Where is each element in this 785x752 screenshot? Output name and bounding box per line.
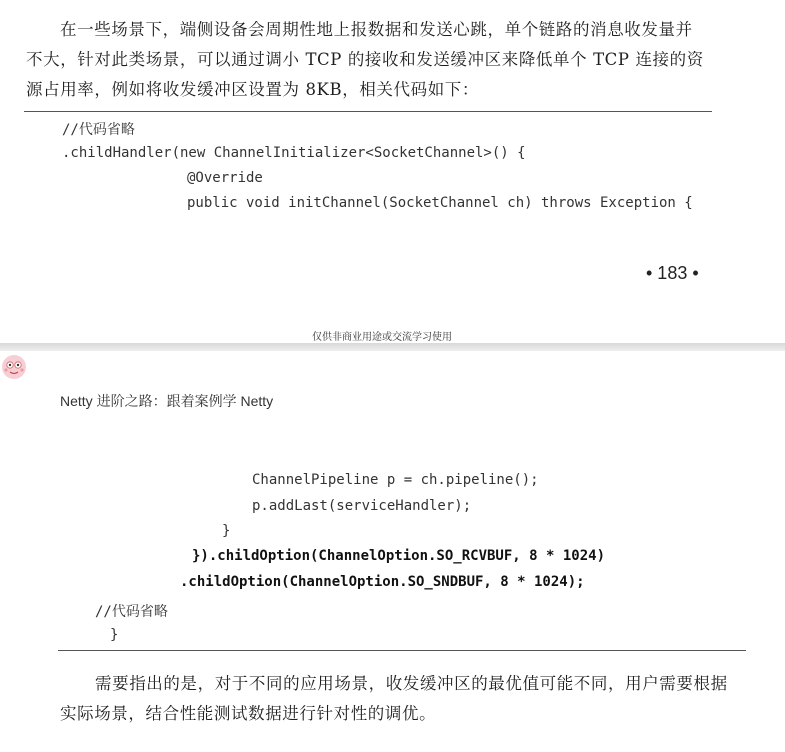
code-bottom-rule — [58, 650, 746, 651]
code-line-sndbuf: .childOption(ChannelOption.SO_SNDBUF, 8 * 1024); — [180, 574, 585, 590]
page-separator — [0, 343, 785, 351]
code-line-add-last: p.addLast(serviceHandler); — [252, 498, 472, 514]
code-line-pipeline: ChannelPipeline p = ch.pipeline(); — [252, 472, 539, 488]
watermark-text: 仅供非商业用途或交流学习使用 — [312, 332, 452, 343]
paragraph-line-2: 实际场景，结合性能测试数据进行针对性的调优。 — [60, 704, 437, 723]
code-line-rcvbuf: }).childOption(ChannelOption.SO_RCVBUF, 8 * 1024) — [192, 548, 606, 564]
page-number: • 183 • — [646, 263, 699, 283]
code-line-child-handler: .childHandler(new ChannelInitializer<SocketChannel>() { — [62, 145, 526, 161]
paragraph-line-1: 在一些场景下，端侧设备会周期性地上报数据和发送心跳，单个链路的消息收发量并 — [60, 20, 693, 39]
code-line-close-brace: } — [110, 627, 119, 643]
cartoon-face-icon — [0, 350, 32, 382]
code-top-rule — [24, 111, 712, 112]
code-line-close-method: } — [222, 523, 231, 539]
code-line-comment: //代码省略 — [95, 604, 168, 620]
code-line-init-channel: public void initChannel(SocketChannel ch) throws Exception { — [187, 195, 693, 211]
code-line-override: @Override — [187, 170, 263, 186]
code-line-comment: //代码省略 — [62, 122, 135, 138]
paragraph-line-2: 不大，针对此类场景，可以通过调小 TCP 的接收和发送缓冲区来降低单个 TCP 连接的资 — [26, 50, 704, 69]
paragraph-line-1: 需要指出的是，对于不同的应用场景，收发缓冲区的最优值可能不同，用户需要根据 — [95, 674, 728, 693]
running-header: Netty 进阶之路：跟着案例学 Netty — [60, 393, 274, 409]
paragraph-line-3: 源占用率，例如将收发缓冲区设置为 8KB，相关代码如下： — [26, 80, 479, 99]
